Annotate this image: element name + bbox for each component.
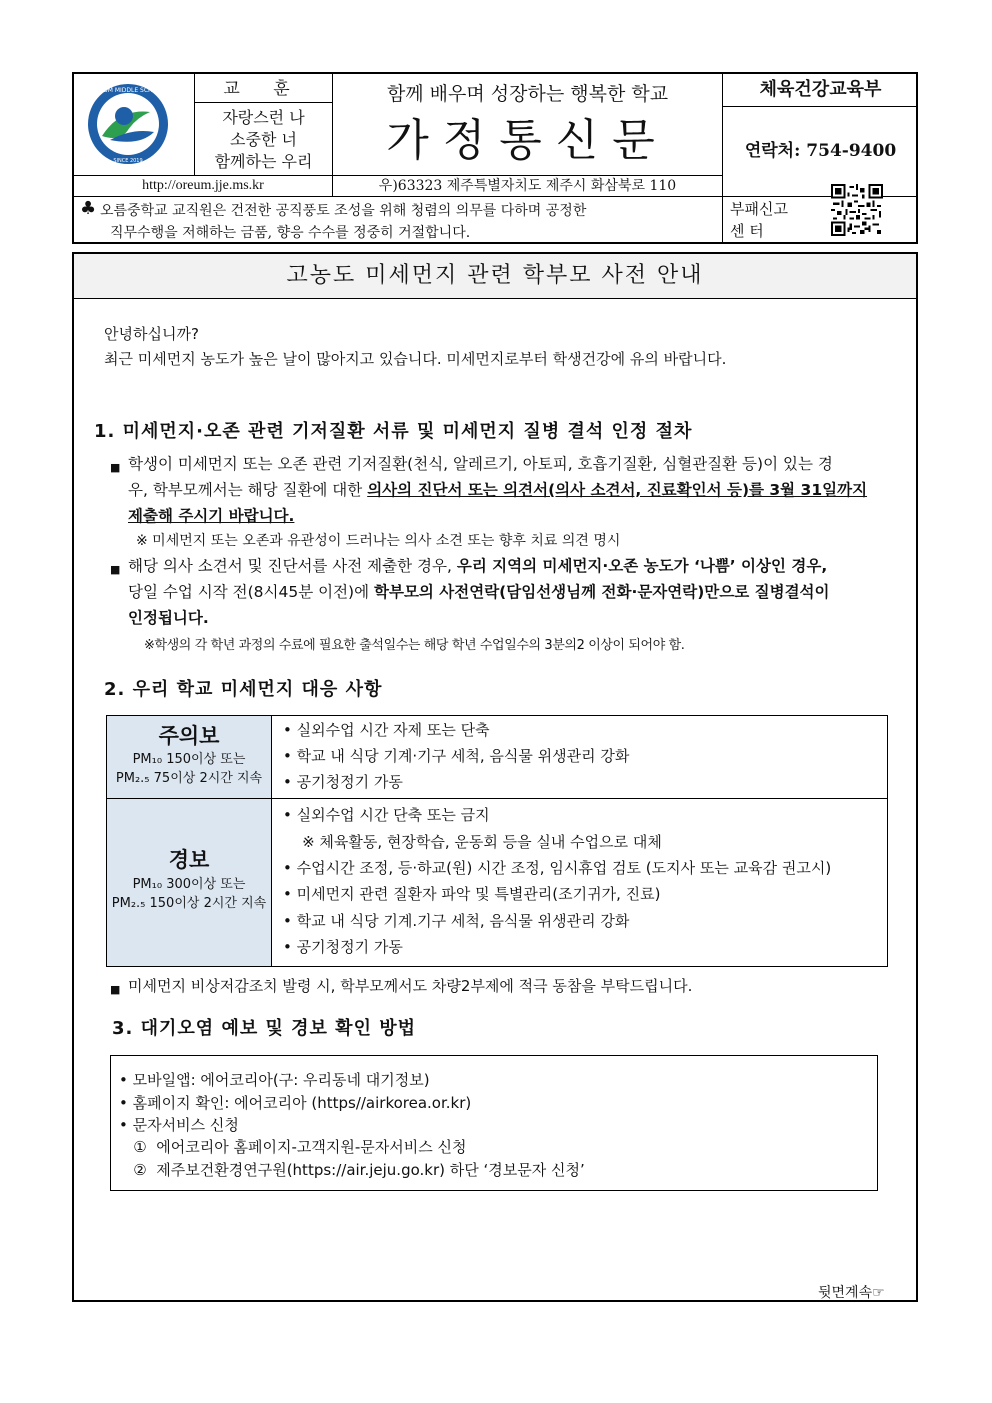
motto-line: 자랑스런 나 [222, 108, 305, 127]
action-item: • 학교 내 식당 기계·기구 세척, 음식물 위생관리 강화 [283, 747, 630, 765]
level-criteria: PM₂.₅ 75이상 2시간 지속 [115, 771, 263, 786]
level-warning [107, 799, 272, 966]
school-logo-emblem [80, 78, 176, 170]
check-method-item: • 문자서비스 신청 [119, 1116, 239, 1134]
square-bullet-icon: ■ [110, 563, 121, 576]
logo-school-name: OREUM MIDDLE SCHOOL [90, 87, 166, 94]
s1-bullet2-line2 [128, 582, 830, 602]
continued-on-back: 뒷면계속☞ [818, 1285, 885, 1301]
action-item: • 공기청정기 가동 [283, 938, 403, 956]
school-logo [80, 78, 188, 174]
action-item: • 실외수업 시간 단축 또는 금지 [283, 806, 490, 824]
section-1-heading: 1. 미세먼지·오존 관련 기저질환 서류 및 미세먼지 질병 결석 인정 절차 [94, 421, 693, 442]
report-center-line: 부패신고 [730, 200, 788, 218]
action-item: • 학교 내 식당 기계.기구 세척, 음식물 위생관리 강화 [283, 912, 630, 930]
level-criteria: PM₂.₅ 150이상 2시간 지속 [111, 896, 267, 911]
s1-bullet2-line3: 인정됩니다. [128, 609, 209, 627]
qr-code[interactable] [831, 184, 883, 236]
s1-bullet2-line1 [128, 556, 827, 576]
report-center-label [730, 198, 810, 242]
contact-number: 연락처: 754-9400 [744, 141, 897, 161]
club-icon: ♣ [80, 198, 97, 219]
level-name: 경보 [168, 848, 210, 872]
school-website-link[interactable]: http://oreum.jje.ms.kr [142, 178, 264, 193]
section-2-heading: 2. 우리 학교 미세먼지 대응 사항 [104, 679, 383, 700]
motto-title: 교 훈 [223, 79, 304, 99]
action-item: • 수업시간 조정, 등·하교(원) 시간 조정, 임시휴업 검토 (도지사 또는 교육감 권고시) [283, 859, 832, 877]
integrity-notice [100, 200, 720, 244]
check-method-item: • 모바일앱: 에어코리아(구: 우리동네 대기정보) [119, 1071, 430, 1089]
notice-title: 고농도 미세먼지 관련 학부모 사전 안내 [74, 254, 916, 299]
logo-since: SINCE 2019 [113, 158, 143, 164]
check-methods-box [110, 1055, 878, 1191]
level-criteria: PM₁₀ 150이상 또는 [132, 752, 246, 767]
square-bullet-icon: ■ [110, 983, 121, 996]
level-name: 주의보 [158, 724, 220, 748]
s1-note2: ※학생의 각 학년 과정의 수료에 필요한 출석일수는 해당 학년 수업일수의 3분의2 이상이 되어야 함. [144, 638, 685, 653]
motto-line: 소중한 너 [230, 130, 297, 149]
newsletter-header [72, 72, 918, 244]
department-name: 체육건강교육부 [759, 79, 882, 100]
action-item: • 미세먼지 관련 질환자 파악 및 특별관리(조기귀가, 진료) [283, 885, 661, 903]
intro-text: 최근 미세먼지 농도가 높은 날이 많아지고 있습니다. 미세먼지로부터 학생건강에 유의 바랍니다. [104, 350, 727, 368]
square-bullet-icon: ■ [110, 461, 121, 474]
newsletter-title: 가정통신문 [386, 115, 669, 166]
s1-note1: ※ 미세먼지 또는 오존과 유관성이 드러나는 의사 소견 또는 향후 치료 의견 명시 [136, 533, 621, 549]
s1-bullet1-line2 [128, 480, 867, 500]
notice-body [72, 252, 918, 1302]
s1-bullet2-emphasis: 우리 지역의 미세먼지·오존 농도가 ‘나쁨’ 이상인 경우, [456, 557, 828, 575]
section-3-heading: 3. 대기오염 예보 및 경보 확인 방법 [112, 1018, 417, 1039]
school-slogan: 함께 배우며 성장하는 행복한 학교 [386, 83, 669, 105]
action-item: • 실외수업 시간 자제 또는 단축 [283, 721, 490, 739]
integrity-notice-line: 오름중학교 교직원은 건전한 공직풍토 조성을 위해 청렴의 의무를 다하며 공정한 [100, 203, 587, 219]
s1-bullet2-line1-text: 해당 의사 소견서 및 진단서를 사전 제출한 경우, [128, 557, 457, 575]
dust-response-table [106, 715, 888, 967]
action-item: • 공기청정기 가동 [283, 773, 403, 791]
report-center-line: 센 터 [730, 222, 764, 240]
s1-bullet2-emphasis: 학부모의 사전연락(담임선생님께 전화·문자연락)만으로 질병결석이 [374, 583, 830, 601]
s1-bullet1-emphasis: 의사의 진단서 또는 의견서(의사 소견서, 진료확인서 등)를 3월 31일까지 [367, 481, 868, 499]
s1-bullet1-line3: 제출해 주시기 바랍니다. [128, 507, 295, 525]
s2-footnote: 미세먼지 비상저감조치 발령 시, 학부모께서도 차량2부제에 적극 동참을 부탁드립니다. [128, 977, 693, 995]
level-advisory [107, 716, 272, 798]
greeting: 안녕하십니까? [104, 325, 199, 343]
s1-bullet2-line2-text: 당일 수업 시작 전(8시45분 이전)에 [128, 583, 374, 601]
check-method-item: • 홈페이지 확인: 에어코리아 (https//airkorea.or.kr) [119, 1094, 472, 1112]
motto-line: 함께하는 우리 [214, 152, 313, 171]
integrity-notice-line: 직무수행을 저해하는 금품, 향응 수수를 정중히 거절합니다. [110, 225, 471, 241]
check-method-item: ① 에어코리아 홈페이지-고객지원-문자서비스 신청 [119, 1138, 467, 1156]
s1-bullet1-line2-text: 우, 학부모께서는 해당 질환에 대한 [128, 481, 368, 499]
level-criteria: PM₁₀ 300이상 또는 [132, 877, 246, 892]
action-item: ※ 체육활동, 현장학습, 운동회 등을 실내 수업으로 대체 [283, 833, 662, 851]
motto-lines [195, 107, 332, 173]
school-address: 우)63323 제주특별자치도 제주시 화삼북로 110 [378, 178, 677, 194]
s1-bullet1-line1: 학생이 미세먼지 또는 오존 관련 기저질환(천식, 알레르기, 아토피, 호흡기질환, 심혈관질환 등)이 있는 경 [128, 455, 833, 473]
check-method-item: ② 제주보건환경연구원(https://air.jeju.go.kr) 하단 ‘경보문자 신청’ [119, 1161, 585, 1179]
